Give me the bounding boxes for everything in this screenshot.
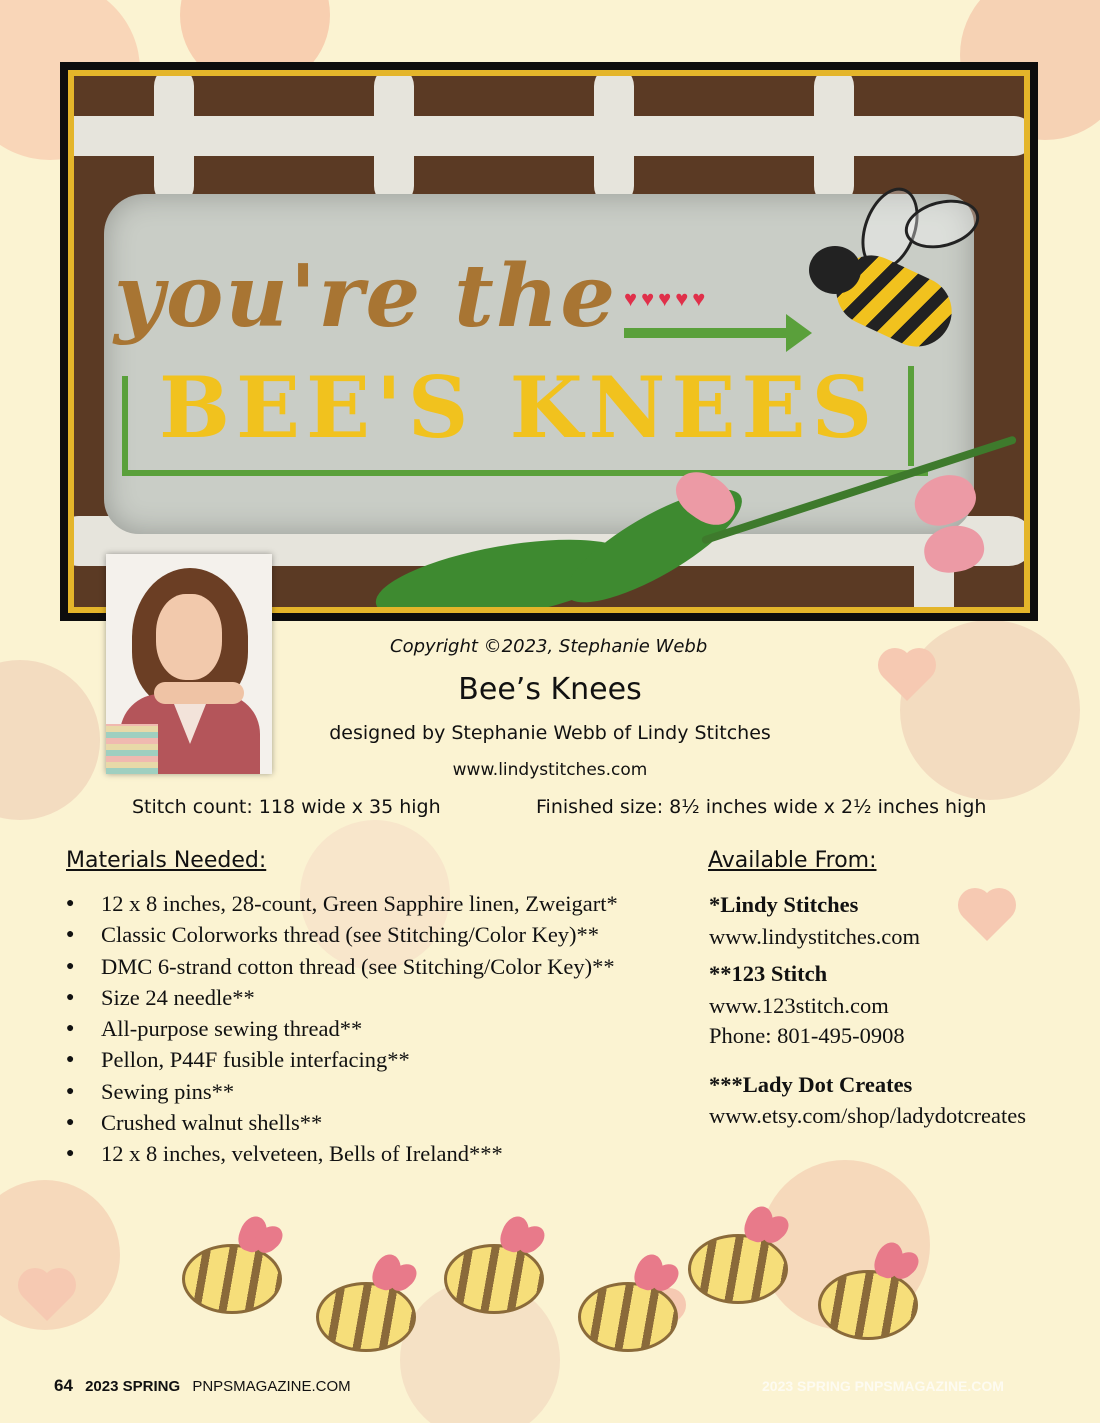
- stitch-count: Stitch count: 118 wide x 35 high: [132, 796, 441, 818]
- cartoon-bee-decoration: [578, 1270, 678, 1352]
- bench-slat: [594, 76, 634, 206]
- materials-item: ● Crushed walnut shells**: [66, 1107, 618, 1138]
- materials-item: ● 12 x 8 inches, 28-count, Green Sapphire linen, Zweigart*: [66, 888, 618, 919]
- pattern-title: Bee’s Knees: [458, 672, 642, 707]
- supplier-url-ladydot[interactable]: www.etsy.com/shop/ladydotcreates: [709, 1103, 1026, 1128]
- stitched-hearts: ♥♥♥♥♥: [624, 286, 710, 311]
- materials-item: ● Sewing pins**: [66, 1076, 618, 1107]
- materials-list: [66, 888, 618, 1170]
- designer-website: www.lindystitches.com: [452, 760, 648, 780]
- stitched-text-line1: you're the: [114, 246, 618, 347]
- finished-size: Finished size: 8½ inches wide x 2½ inches high: [536, 796, 987, 818]
- footer-season: 2023 SPRING: [85, 1378, 181, 1395]
- supplier-url-123stitch[interactable]: www.123stitch.com: [709, 993, 889, 1018]
- materials-item: ● Pellon, P44F fusible interfacing**: [66, 1044, 618, 1075]
- stitched-arrow-head: [786, 314, 812, 352]
- cartoon-bee-decoration: [818, 1258, 918, 1340]
- supplier-url-lindy[interactable]: www.lindystitches.com: [709, 924, 921, 949]
- materials-heading: Materials Needed:: [66, 848, 267, 873]
- heart-decoration: [963, 893, 1011, 941]
- materials-item: ● Classic Colorworks thread (see Stitching/Color Key)**: [66, 919, 618, 950]
- bench-slat: [74, 116, 1024, 156]
- designer-credit: designed by Stephanie Webb of Lindy Stitches: [329, 722, 771, 744]
- supplier-name-123stitch: **123 Stitch: [709, 961, 828, 986]
- project-photo: [74, 76, 1024, 607]
- available-heading: Available From:: [708, 848, 877, 873]
- bench-slat: [374, 76, 414, 206]
- stitched-bee-head: [809, 246, 861, 294]
- stitched-arrow: [624, 328, 794, 338]
- cartoon-bee-decoration: [182, 1232, 282, 1314]
- materials-item: ● All-purpose sewing thread**: [66, 1013, 618, 1044]
- supplier-name-lindy: *Lindy Stitches: [709, 892, 859, 917]
- footer-ghost-text: 2023 SPRING PNPSMAGAZINE.COM: [762, 1378, 1004, 1394]
- stitched-text-line2: BEE'S KNEES: [159, 358, 879, 457]
- materials-item: ● 12 x 8 inches, velveteen, Bells of Ireland***: [66, 1138, 618, 1169]
- materials-item: ● DMC 6-strand cotton thread (see Stitching/Color Key)**: [66, 951, 618, 982]
- cartoon-bee-decoration: [316, 1270, 416, 1352]
- materials-item: ● Size 24 needle**: [66, 982, 618, 1013]
- project-photo-frame: [60, 62, 1038, 621]
- bench-slat: [154, 76, 194, 206]
- footer-site: PNPSMAGAZINE.COM: [192, 1378, 351, 1395]
- stitched-green-border-right: [908, 366, 914, 466]
- copyright-notice: Copyright ©2023, Stephanie Webb: [390, 636, 708, 657]
- bench-slat: [814, 76, 854, 206]
- page-number: 64: [54, 1376, 73, 1395]
- page-footer: [54, 1376, 351, 1396]
- supplier-name-ladydot: ***Lady Dot Creates: [709, 1072, 913, 1097]
- cartoon-bee-decoration: [688, 1222, 788, 1304]
- cartoon-bee-decoration: [444, 1232, 544, 1314]
- supplier-phone-123stitch: Phone: 801-495-0908: [709, 1023, 905, 1048]
